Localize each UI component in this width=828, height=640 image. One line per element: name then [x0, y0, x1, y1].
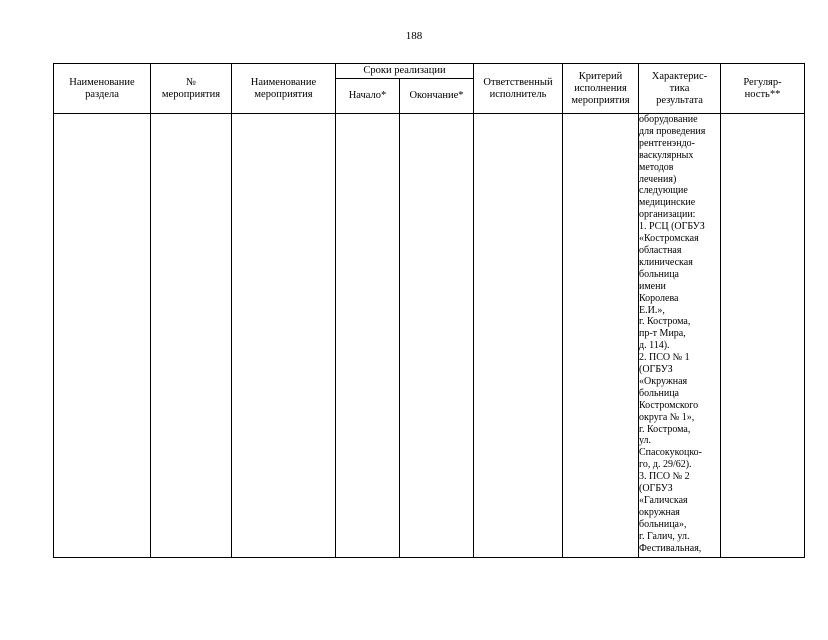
- cell-criterion: [563, 114, 639, 558]
- result-text-line: «Галичская: [639, 495, 688, 506]
- result-text-line: 2. ПСО № 1: [639, 352, 690, 364]
- result-text-line: Спасокукоцко-: [639, 447, 702, 459]
- measures-table: [53, 63, 805, 558]
- result-text-line: больница: [639, 268, 679, 280]
- result-text-line: больница: [639, 387, 679, 399]
- header-measure-no: № мероприятия: [151, 64, 232, 114]
- cell-start: [336, 114, 400, 558]
- table-row: [54, 114, 805, 558]
- result-text-line: пр-т Мира,: [639, 328, 686, 340]
- result-text-line: больница»,: [639, 518, 687, 530]
- header-deadlines: Сроки реализации: [336, 64, 474, 79]
- result-text-line: г. Галич, ул.: [639, 530, 690, 542]
- result-text-line: васкулярных: [639, 149, 694, 161]
- header-regularity: Регуляр- ность**: [721, 64, 805, 114]
- result-text-line: (ОГБУЗ: [639, 483, 673, 495]
- result-text-line: для проведения: [639, 125, 706, 137]
- header-row-top: [54, 64, 805, 79]
- result-text-line: лечения): [639, 173, 677, 185]
- cell-executor: [474, 114, 563, 558]
- header-section-name: Наименование раздела: [54, 64, 151, 114]
- cell-result: [639, 114, 721, 558]
- result-text-line: (ОГБУЗ: [639, 364, 673, 376]
- cell-end: [400, 114, 474, 558]
- cell-measure-name: [232, 114, 336, 558]
- result-text-line: ул.: [639, 435, 652, 447]
- result-text-line: «Костромская: [639, 233, 699, 245]
- result-text-line: областная: [639, 244, 682, 256]
- result-text-line: медицинские: [639, 197, 696, 209]
- result-text-line: го, д. 29/62).: [639, 459, 692, 471]
- result-text-line: Костромского: [639, 399, 699, 411]
- result-text-line: 1. РСЦ (ОГБУЗ: [639, 221, 705, 233]
- page-number: 188: [405, 30, 423, 42]
- header-measure-name: Наименование мероприятия: [232, 64, 336, 114]
- result-text-line: организации:: [639, 209, 696, 221]
- result-text-line: округа № 1»,: [639, 411, 695, 423]
- result-text-line: Королева: [639, 292, 679, 304]
- result-text-line: г. Кострома,: [639, 423, 691, 435]
- header-executor: Ответственный исполнитель: [474, 64, 563, 114]
- result-text-line: клиническая: [639, 256, 693, 268]
- result-text-line: Е.И.»,: [639, 304, 665, 316]
- result-text-line: оборудование: [639, 114, 698, 125]
- header-result: Характерис- тика результата: [639, 64, 721, 114]
- result-text-line: следующие: [639, 185, 688, 197]
- result-text-line: 3. ПСО № 2: [639, 471, 690, 483]
- result-text-line: Фестивальная,: [639, 542, 702, 554]
- result-text-line: окружная: [639, 506, 680, 518]
- cell-section-name: [54, 114, 151, 558]
- result-text-line: г. Кострома,: [639, 316, 691, 328]
- result-text-line: имени: [639, 280, 666, 292]
- cell-measure-no: [151, 114, 232, 558]
- result-text-line: методов: [639, 161, 674, 173]
- result-text-line: д. 114).: [639, 340, 670, 352]
- header-start: Начало*: [336, 79, 400, 114]
- header-criterion: Критерий исполнения мероприятия: [563, 64, 639, 114]
- result-text-line: «Окружная: [639, 375, 688, 387]
- cell-regularity: [721, 114, 805, 558]
- header-end: Окончание*: [400, 79, 474, 114]
- result-text-line: рентгенэндо-: [639, 137, 695, 149]
